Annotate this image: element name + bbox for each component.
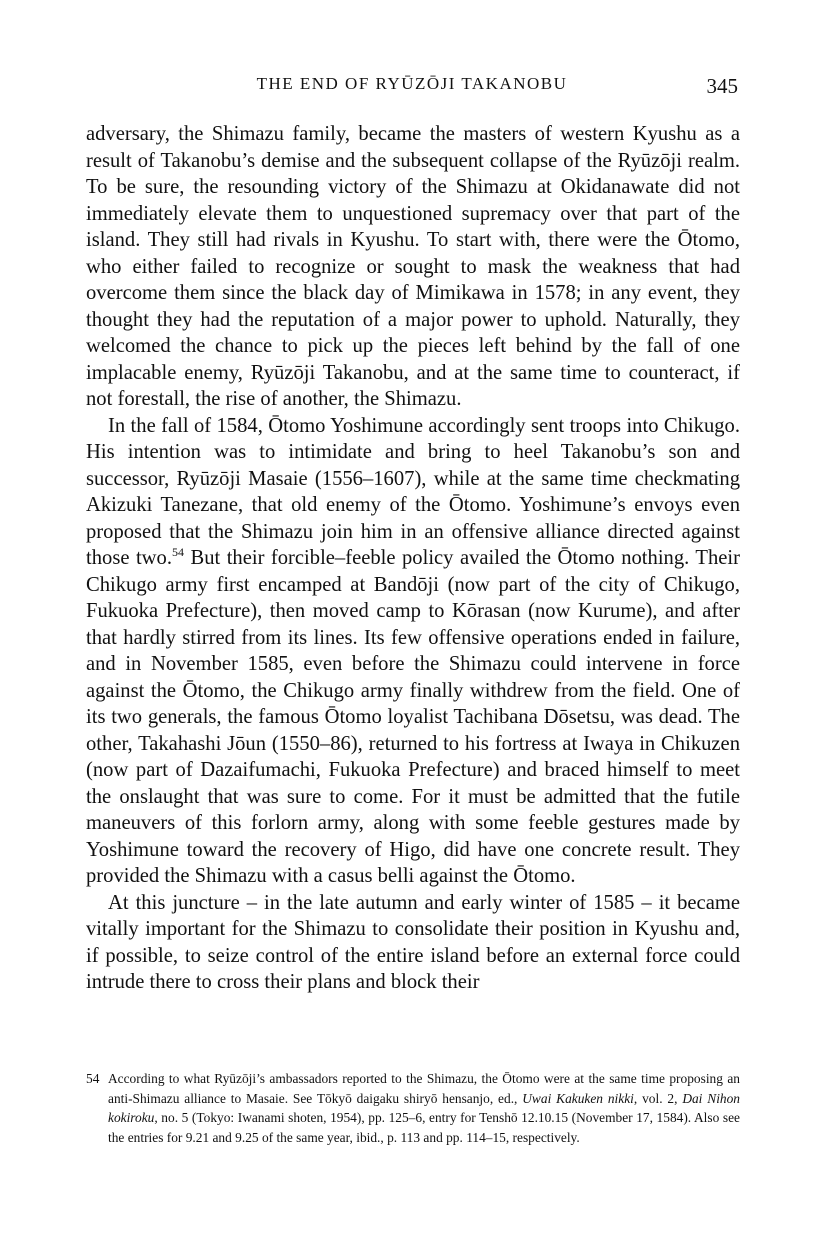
footnote bbox=[86, 1069, 740, 1147]
page-number: 345 bbox=[706, 74, 738, 98]
footnote-text-part-3: , no. 5 (Tokyo: Iwanami shoten, 1954), pp. 125–6, entry for Tenshō 12.10.15 (November 17, 1584). Also see the entries for 9.21 and 9.25 of the same year, ibid., p. 113 and pp. 114–15, respectively. bbox=[108, 1110, 740, 1145]
footnote-text-part-1: According to what Ryūzōji’s ambassadors reported to the Shimazu, the Ōtomo were at the same time proposing an anti-Shimazu alliance to Masaie. See Tōkyō daigaku shiryō hensanjo, ed., bbox=[108, 1071, 740, 1106]
footnote-number: 54 bbox=[86, 1071, 100, 1086]
paragraph-2 bbox=[86, 413, 740, 890]
paragraph-2-text-a: In the fall of 1584, Ōtomo Yoshimune accordingly sent troops into Chikugo. His intention was to intimidate and bring to heel Takanobu’s son and successor, Ryūzōji Masaie (1556–1607), while at the same time checkmating Akizuki Tanezane, that old enemy of the Ōtomo. Yoshimune’s envoys even proposed that the Shimazu join him in an offensive alliance directed against those two. bbox=[86, 414, 740, 569]
paragraph-1: adversary, the Shimazu family, became the masters of western Kyushu as a result of Takanobu’s demise and the subsequent collapse of the Ryūzōji realm. To be sure, the resounding victory of the Shimazu at Okidanawate did not immediately elevate them to unquestioned supremacy over that part of the island. They still had rivals in Kyushu. To start with, there were the Ōtomo, who either failed to recognize or sought to mask the weakness that had overcome them since the black day of Mimikawa in 1578; in any event, they thought they had the reputation of a major power to uphold. Naturally, they welcomed the chance to pick up the pieces left behind by the fall of one implacable enemy, Ryūzōji Takanobu, and at the same time to counteract, if not forestall, the rise of another, the Shimazu. bbox=[86, 123, 740, 410]
footnote-reference: 54 bbox=[171, 545, 184, 559]
paragraph-2-text-b: But their forcible–feeble policy availed the Ōtomo nothing. Their Chikugo army first encamped at Bandōji (now part of the city of Chikugo, Fukuoka Prefecture), then moved camp to Kōrasan (now Kurume), and after that hardly stirred from its lines. Its few offensive operations ended in failure, and in November 1585, even before the Shimazu could intervene in force against the Ōtomo, the Chikugo army finally withdrew from the field. One of its two generals, the famous Ōtomo loyalist Tachibana Dōsetsu, was dead. The other, Takahashi Jōun (1550–86), returned to his fortress at Iwaya in Chikuzen (now part of Dazaifumachi, Fukuoka Prefecture) and braced himself to meet the onslaught that was sure to come. For it must be admitted that the futile maneuvers of this forlorn army, along with some feeble gestures made by Yoshimune toward the recovery of Higo, did have one concrete result. They provided the Shimazu with a casus belli against the Ōtomo. bbox=[86, 547, 740, 887]
running-head: THE END OF RYŪZŌJI TAKANOBU bbox=[256, 74, 568, 93]
body-text bbox=[86, 121, 740, 996]
footnote-title-1: Uwai Kakuken nikki bbox=[522, 1090, 634, 1106]
footnote-title-2: Dai Nihon kokiroku bbox=[108, 1090, 740, 1125]
paragraph-3: At this juncture – in the late autumn and early winter of 1585 – it became vitally important for the Shimazu to consolidate their position in Kyushu and, if possible, to seize control of the entire island before an external force could intrude there to cross their plans and block their bbox=[86, 891, 740, 993]
page-header bbox=[86, 74, 738, 104]
footnote-text-part-2: , vol. 2, bbox=[633, 1090, 683, 1106]
footnote-text bbox=[108, 1069, 740, 1147]
